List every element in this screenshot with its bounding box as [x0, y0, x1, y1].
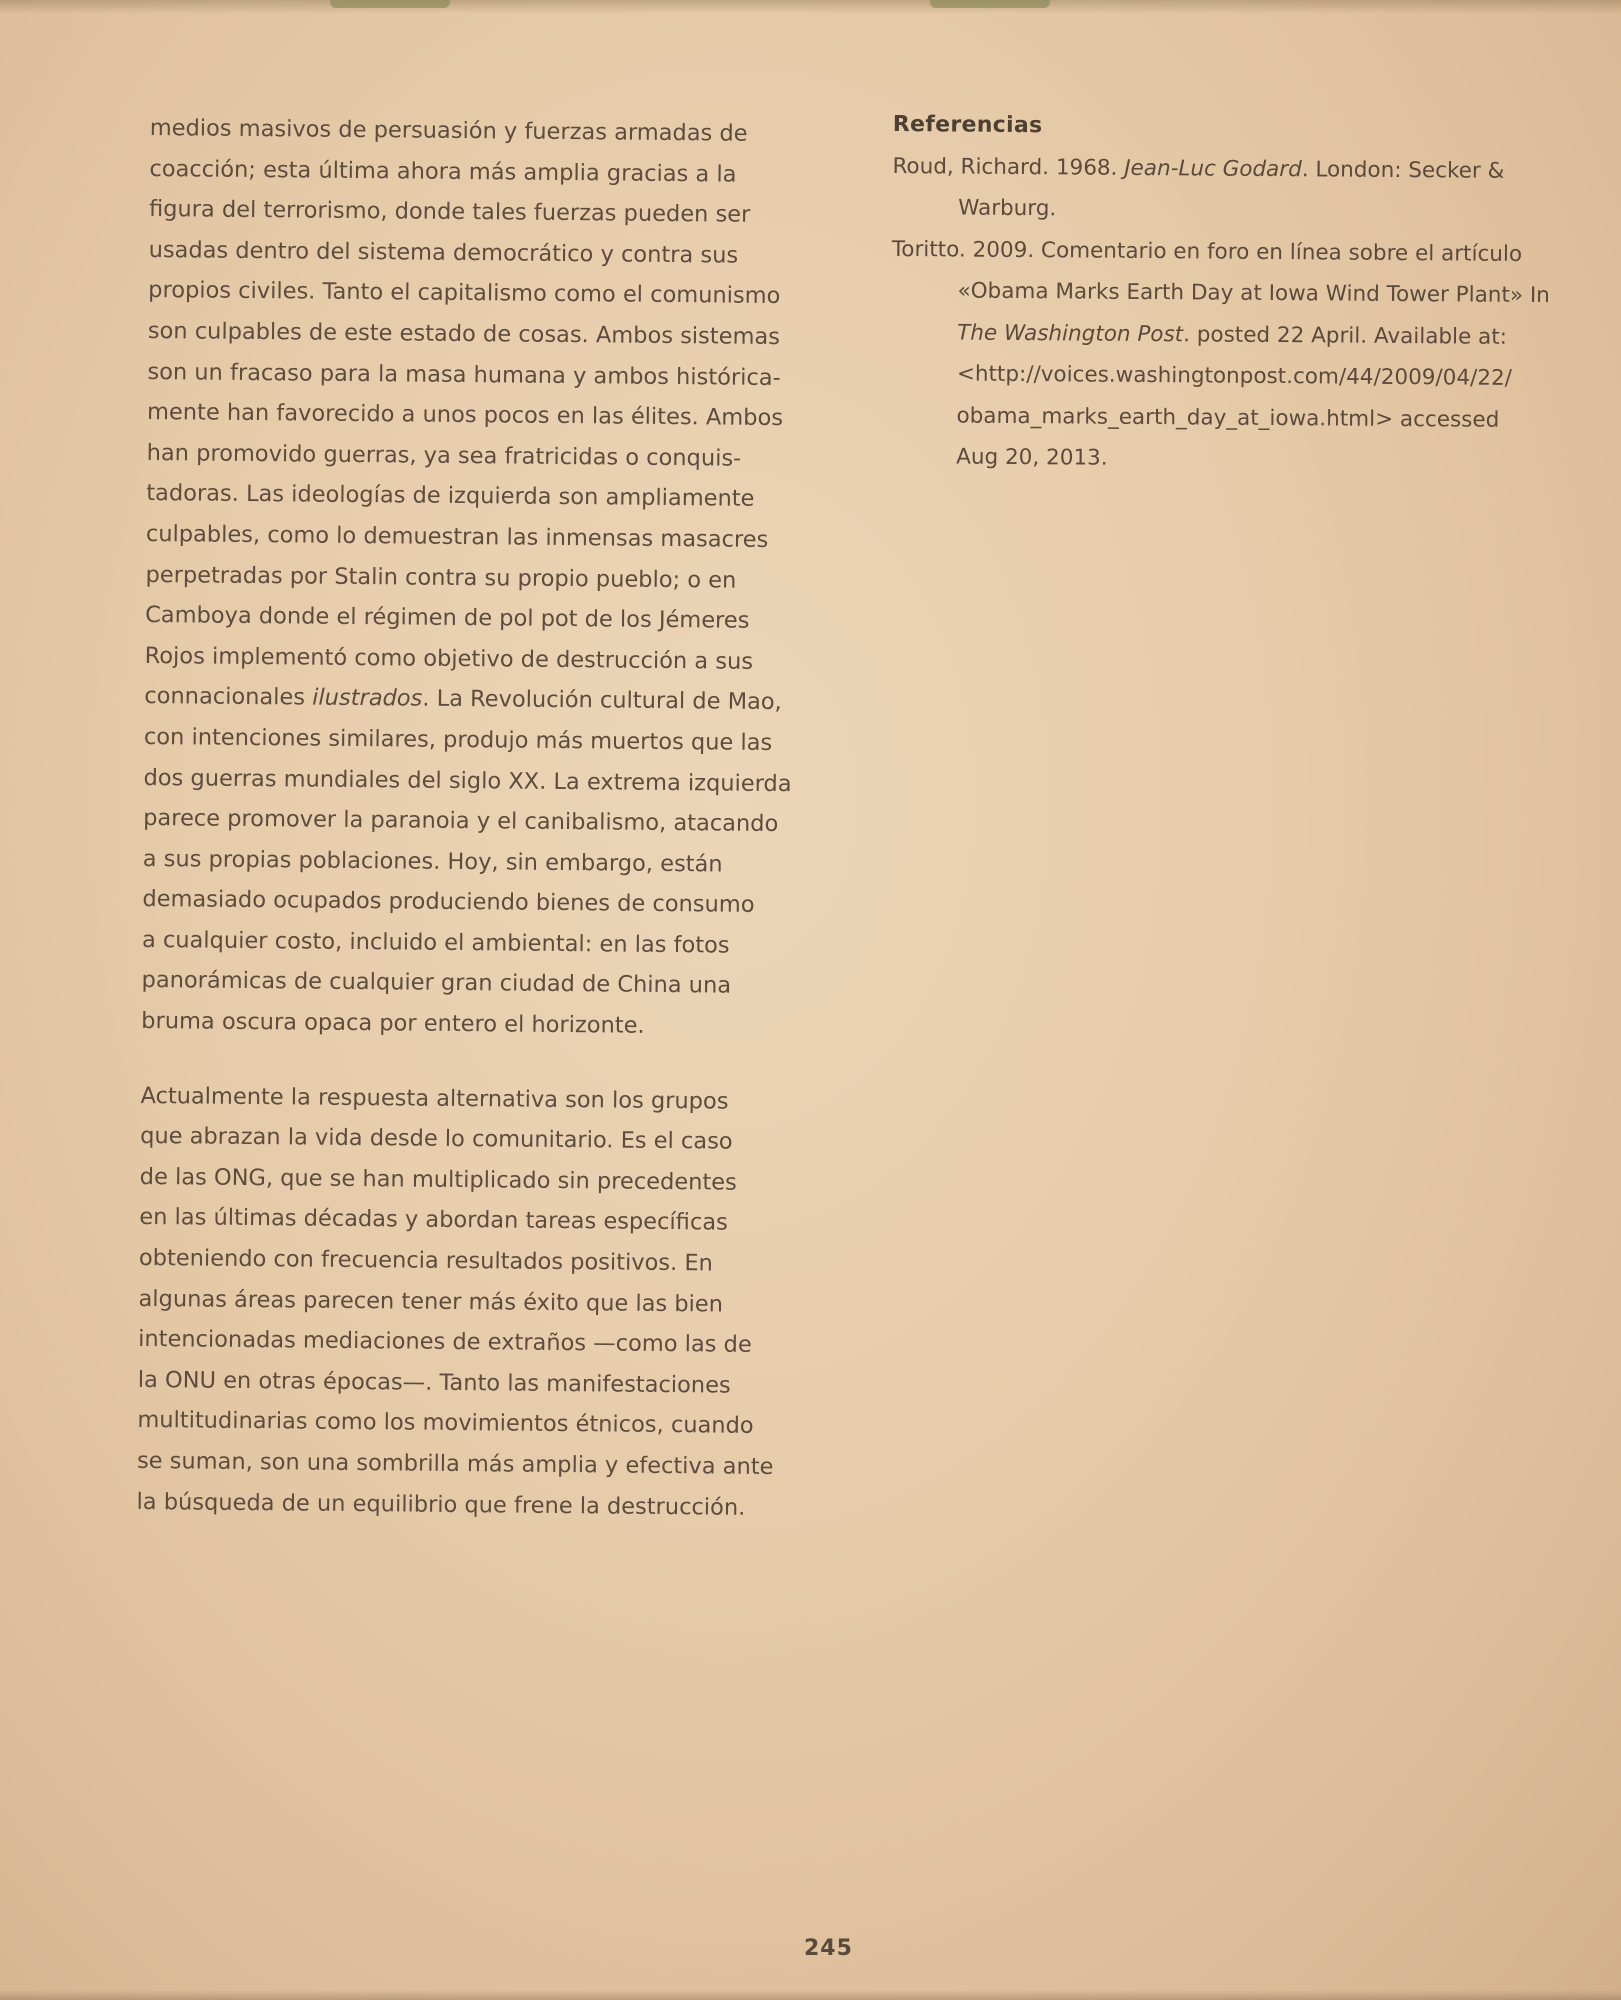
text-line: son un fracaso para la masa humana y ambos histórica-	[147, 358, 781, 391]
reference-entry-roud	[892, 145, 1613, 234]
text-line: Actualmente la respuesta alternativa son los grupos	[140, 1082, 729, 1115]
text-line: multitudinarias como los movimientos étnicos, cuando	[137, 1407, 754, 1440]
reference-url-line: obama_marks_earth_day_at_iowa.html> accessed	[956, 403, 1500, 433]
text-line: se suman, son una sombrilla más amplia y efectiva ante	[136, 1447, 774, 1481]
text-segment: . posted 22 April. Available at:	[1183, 321, 1508, 350]
page-top-tab-right	[930, 0, 1050, 8]
text-segment: Roud, Richard. 1968.	[892, 153, 1125, 181]
page-bottom-edge-shadow	[0, 1990, 1621, 2000]
text-line: algunas áreas parecen tener más éxito que las bien	[138, 1285, 724, 1318]
reference-line: Warburg.	[958, 195, 1057, 222]
text-line: bruma oscura opaca por entero el horizonte.	[141, 1008, 645, 1039]
text-line: coacción; esta última ahora más amplia gracias a la	[149, 155, 737, 188]
text-line: figura del terrorismo, donde tales fuerzas pueden ser	[148, 196, 751, 228]
text-segment: . La Revolución cultural de Mao,	[422, 685, 782, 716]
italic-title: The Washington Post	[957, 320, 1184, 347]
text-line: la ONU en otras épocas—. Tanto las manifestaciones	[137, 1366, 731, 1399]
text-line: con intenciones similares, produjo más muertos que las	[143, 723, 773, 756]
references-heading: Referencias	[892, 111, 1043, 139]
text-line: panorámicas de cualquier gran ciudad de China una	[141, 967, 732, 1000]
reference-entry-toritto	[890, 228, 1612, 483]
text-line: usadas dentro del sistema democrático y contra sus	[148, 236, 739, 269]
text-line: mente han favorecido a unos pocos en las élites. Ambos	[146, 399, 784, 432]
text-line: a sus propias poblaciones. Hoy, sin embargo, están	[142, 845, 723, 878]
page-top-edge-shadow	[0, 0, 1621, 14]
text-line: obteniendo con frecuencia resultados positivos. En	[138, 1244, 713, 1277]
paragraph-1	[141, 108, 870, 1049]
reference-line: «Obama Marks Earth Day at Iowa Wind Tower Plant» In	[957, 278, 1550, 309]
main-text-column	[136, 108, 870, 1529]
reference-line: Toritto. 2009. Comentario en foro en línea sobre el artículo	[891, 236, 1523, 267]
text-line: culpables, como lo demuestran las inmensas masacres	[145, 520, 769, 553]
text-line	[144, 676, 864, 724]
italic-term: ilustrados	[312, 684, 423, 712]
text-line: parece promover la paranoia y el canibalismo, atacando	[143, 805, 779, 838]
text-line: Camboya donde el régimen de pol pot de los Jémeres	[145, 602, 750, 634]
reference-url-line: <http://voices.washingtonpost.com/44/2009/04/22/	[956, 361, 1513, 391]
text-line: han promovido guerras, ya sea fratricidas o conquis-	[146, 439, 742, 472]
text-line: tadoras. Las ideologías de izquierda son ampliamente	[146, 480, 755, 513]
text-line: que abrazan la vida desde lo comunitario. Es el caso	[140, 1123, 733, 1155]
text-line: en las últimas décadas y abordan tareas específicas	[139, 1204, 728, 1237]
text-line: la búsqueda de un equilibrio que frene la destrucción.	[136, 1488, 746, 1521]
text-segment: connacionales	[144, 683, 313, 711]
italic-title: Jean-Luc Godard	[1124, 155, 1302, 182]
text-line: perpetradas por Stalin contra su propio pueblo; o en	[145, 561, 737, 594]
page-top-tab-left	[330, 0, 450, 8]
text-line: medios masivos de persuasión y fuerzas armadas de	[149, 114, 748, 147]
text-segment: . London: Secker &	[1301, 156, 1505, 184]
text-line: intencionadas mediaciones de extraños —como las de	[138, 1326, 752, 1359]
reference-line	[892, 145, 1612, 192]
text-line: demasiado ocupados produciendo bienes de consumo	[142, 886, 755, 919]
references-column	[890, 104, 1613, 483]
text-line: dos guerras mundiales del siglo XX. La extrema izquierda	[143, 764, 792, 797]
text-line: Rojos implementó como objetivo de destrucción a sus	[144, 642, 754, 675]
text-line: son culpables de este estado de cosas. Ambos sistemas	[147, 317, 781, 351]
text-line: de las ONG, que se han multiplicado sin precedentes	[139, 1163, 737, 1196]
page-number: 245	[804, 1936, 853, 1961]
text-line: propios civiles. Tanto el capitalismo como el comunismo	[148, 277, 781, 310]
paragraph-2	[136, 1076, 860, 1529]
reference-line	[891, 311, 1611, 358]
text-line: a cualquier costo, incluido el ambiental: en las fotos	[141, 926, 730, 959]
reference-line: Aug 20, 2013.	[956, 444, 1108, 471]
